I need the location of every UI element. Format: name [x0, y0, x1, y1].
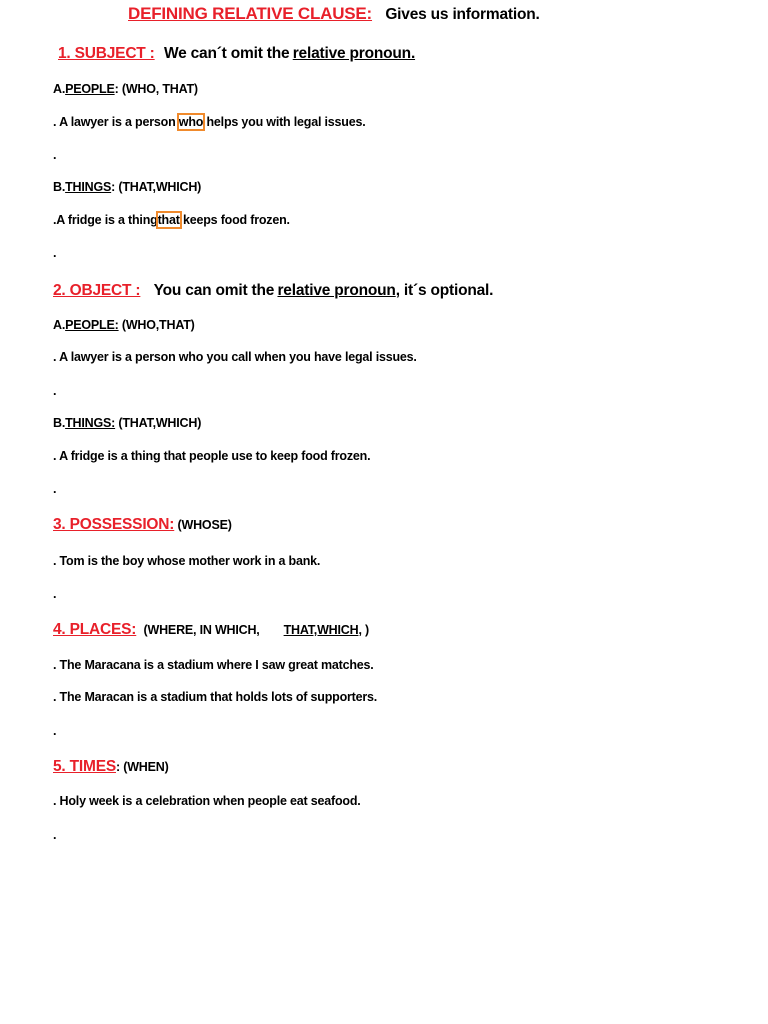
object-things-rest: (THAT,WHICH) [118, 416, 202, 430]
places-example-1: . The Maracana is a stadium where I saw great matches. [53, 658, 374, 672]
subject-people-line [53, 82, 198, 96]
subject-people-rest: : (WHO, THAT) [114, 82, 198, 96]
subject-people-example-a: . A lawyer is a person [53, 115, 176, 129]
subject-things-label: THINGS [65, 180, 112, 194]
places-rest-underlined: THAT,WHICH [283, 623, 359, 637]
subject-things-example [53, 213, 290, 227]
possession-rest: (WHOSE) [177, 518, 232, 532]
places-example-2: . The Maracan is a stadium that holds lots of supporters. [53, 690, 378, 704]
subject-heading-line [58, 45, 415, 63]
object-desc: You can omit the [153, 282, 275, 299]
places-heading-line [53, 621, 369, 639]
object-people-prefix: A. [53, 318, 66, 332]
title-line [128, 4, 540, 24]
object-things-line [53, 416, 201, 430]
object-heading: 2. OBJECT : [53, 282, 141, 299]
times-example: . Holy week is a celebration when people eat seafood. [53, 794, 361, 808]
object-people-dot: . [53, 384, 57, 398]
subject-things-dot: . [53, 246, 57, 260]
possession-heading: 3. POSSESSION: [53, 516, 175, 533]
possession-example: . Tom is the boy whose mother work in a bank. [53, 554, 321, 568]
subject-people-example-b: helps you with legal issues. [206, 115, 366, 129]
subject-people-dot: . [53, 148, 57, 162]
object-things-dot: . [53, 482, 57, 496]
object-heading-line [53, 282, 493, 300]
page-title: DEFINING RELATIVE CLAUSE: [128, 4, 373, 23]
times-heading-line [53, 758, 169, 776]
subject-people-prefix: A. [53, 82, 66, 96]
times-rest: : (WHEN) [116, 760, 169, 774]
subject-desc: We can´t omit the [163, 45, 290, 62]
places-rest-a: (WHERE, IN WHICH, [143, 623, 260, 637]
object-people-rest: (WHO,THAT) [121, 318, 195, 332]
subject-things-rest: : (THAT,WHICH) [111, 180, 202, 194]
possession-heading-line [53, 516, 232, 534]
object-things-label: THINGS: [65, 416, 116, 430]
subject-things-line [53, 180, 201, 194]
object-things-prefix: B. [53, 416, 66, 430]
times-heading: 5. TIMES [53, 758, 116, 775]
places-heading: 4. PLACES: [53, 621, 137, 638]
object-desc-tail: , it´s optional. [395, 282, 494, 299]
subject-things-example-a: .A fridge is a thing [53, 213, 158, 227]
subject-things-highlight: that [157, 213, 180, 227]
object-people-label: PEOPLE: [65, 318, 119, 332]
object-people-example: . A lawyer is a person who you call when you have legal issues. [53, 350, 417, 364]
subject-desc-underlined: relative pronoun. [292, 45, 416, 62]
subject-things-example-b: keeps food frozen. [182, 213, 290, 227]
subject-things-prefix: B. [53, 180, 66, 194]
title-note: Gives us information. [385, 6, 540, 23]
places-rest-b: , ) [358, 623, 369, 637]
possession-dot: . [53, 587, 57, 601]
object-people-line [53, 318, 195, 332]
object-desc-underlined: relative pronoun [277, 282, 396, 299]
subject-heading: 1. SUBJECT : [58, 45, 155, 62]
object-things-example: . A fridge is a thing that people use to keep food frozen. [53, 449, 371, 463]
places-dot: . [53, 724, 57, 738]
subject-people-example [53, 115, 366, 129]
times-dot: . [53, 828, 57, 842]
subject-people-highlight: who [178, 115, 204, 129]
subject-people-label: PEOPLE [65, 82, 115, 96]
